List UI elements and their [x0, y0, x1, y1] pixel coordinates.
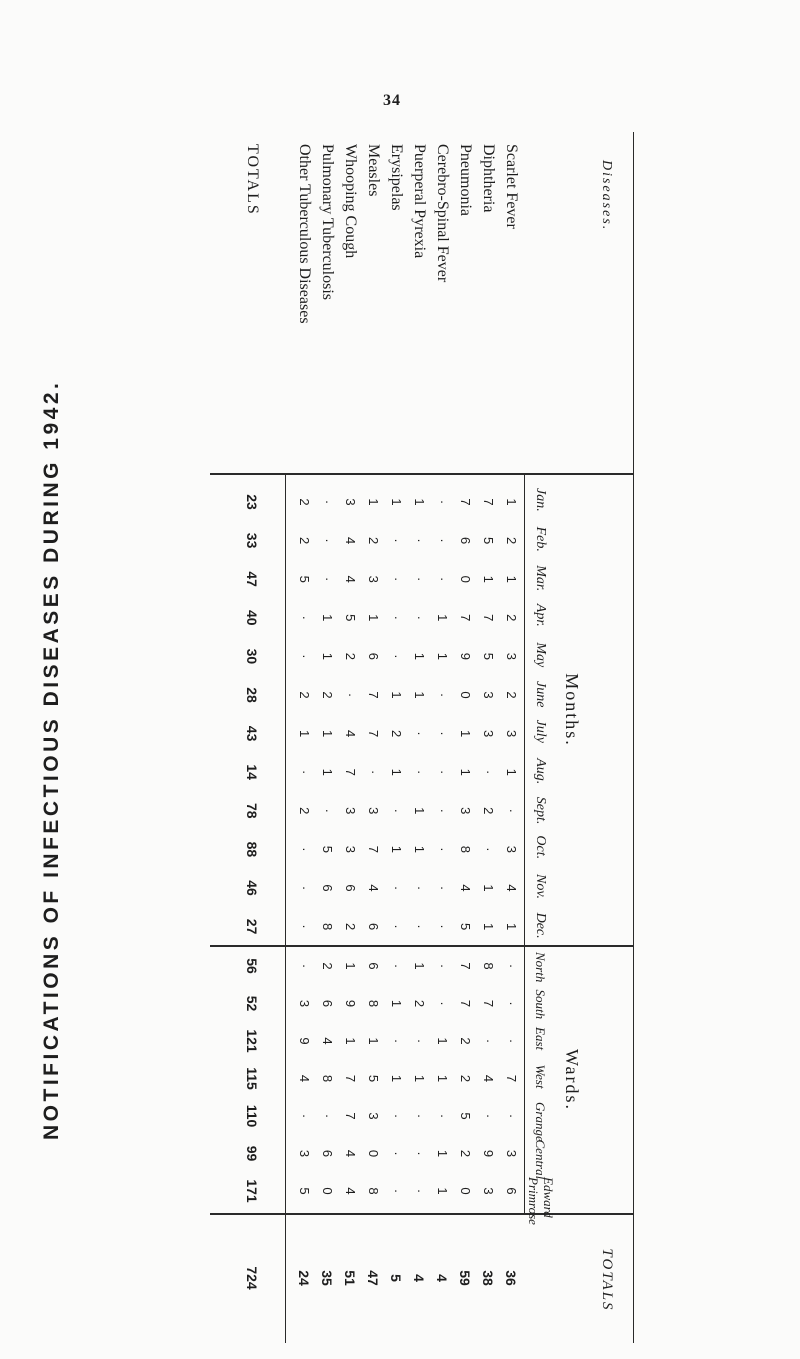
- month-cell: ·: [412, 615, 427, 620]
- month-cell: 1: [504, 768, 519, 776]
- ward-cell: 3: [481, 1187, 496, 1195]
- ward-cell: 0: [320, 1187, 335, 1195]
- ward-cell: 6: [320, 1149, 335, 1158]
- ward-total: 171: [244, 1179, 260, 1203]
- disease-label: Scarlet Fever: [503, 144, 520, 229]
- month-cell: ·: [435, 499, 450, 505]
- ward-cell: 7: [458, 962, 473, 970]
- month-cell: ·: [389, 615, 404, 620]
- month-cell: ·: [297, 770, 312, 775]
- month-total: 33: [244, 532, 260, 549]
- month-cell: 1: [412, 807, 427, 815]
- month-total: 28: [244, 687, 260, 703]
- month-header: Apr.: [533, 603, 548, 627]
- month-header: May: [533, 642, 548, 668]
- ward-cell: ·: [504, 1113, 519, 1119]
- month-cell: 2: [343, 922, 358, 931]
- ward-total: 110: [244, 1104, 260, 1128]
- month-cell: 3: [504, 652, 519, 660]
- month-cell: 7: [458, 498, 473, 506]
- month-cell: 3: [366, 807, 381, 815]
- month-total: 14: [244, 764, 260, 780]
- month-header: Aug.: [533, 758, 548, 785]
- month-cell: ·: [435, 885, 450, 891]
- ward-cell: ·: [297, 963, 312, 969]
- month-header: Nov.: [533, 874, 548, 900]
- ward-cell: ·: [481, 1038, 496, 1044]
- month-cell: ·: [481, 770, 496, 775]
- ward-cell: 6: [504, 1187, 519, 1195]
- ward-cell: 8: [481, 962, 496, 970]
- ward-cell: 9: [343, 999, 358, 1008]
- disease-label: Whooping Cough: [342, 144, 359, 259]
- month-cell: ·: [297, 615, 312, 620]
- ward-cell: 3: [297, 999, 312, 1008]
- month-cell: 1: [458, 729, 473, 738]
- month-cell: 3: [343, 807, 358, 815]
- ward-cell: 8: [366, 999, 381, 1008]
- month-cell: 3: [343, 498, 358, 506]
- month-cell: 1: [435, 614, 450, 622]
- ward-cell: 4: [343, 1187, 358, 1195]
- month-cell: ·: [435, 847, 450, 852]
- month-cell: ·: [389, 577, 404, 582]
- month-cell: ·: [435, 808, 450, 813]
- month-cell: 3: [458, 807, 473, 815]
- ward-cell: 3: [297, 1149, 312, 1158]
- month-cell: 5: [481, 536, 496, 545]
- month-header: Mar.: [533, 565, 548, 592]
- ward-cell: ·: [389, 1113, 404, 1119]
- ward-cell: 5: [297, 1187, 312, 1195]
- month-header: July: [533, 719, 548, 743]
- ward-cell: 1: [366, 1037, 381, 1045]
- ward-cell: ·: [481, 1113, 496, 1119]
- ward-cell: 4: [481, 1074, 496, 1083]
- ward-cell: 7: [458, 999, 473, 1008]
- row-total: 38: [480, 1270, 496, 1286]
- month-total: 88: [244, 841, 260, 858]
- month-cell: ·: [412, 731, 427, 736]
- disease-label: Pneumonia: [457, 144, 474, 216]
- month-cell: 6: [320, 884, 335, 892]
- ward-total: 52: [244, 995, 260, 1012]
- ward-header: East: [533, 1027, 548, 1051]
- month-cell: 6: [343, 884, 358, 892]
- ward-cell: ·: [412, 1038, 427, 1044]
- row-total: 36: [503, 1270, 519, 1286]
- month-cell: 8: [320, 922, 335, 931]
- month-cell: 2: [320, 691, 335, 699]
- ward-cell: 7: [481, 999, 496, 1008]
- disease-label: Erysipelas: [388, 144, 405, 211]
- ward-cell: ·: [435, 1113, 450, 1119]
- month-header: Dec.: [533, 912, 548, 939]
- ward-cell: 2: [412, 999, 427, 1008]
- ward-cell: 1: [389, 1074, 404, 1083]
- month-cell: 0: [458, 575, 473, 583]
- month-cell: ·: [435, 692, 450, 698]
- month-cell: ·: [297, 847, 312, 852]
- ward-cell: 7: [343, 1074, 358, 1083]
- month-cell: 3: [504, 845, 519, 853]
- side-title: NOTIFICATIONS OF INFECTIOUS DISEASES DURING 1942.: [40, 379, 63, 1140]
- row-total: 24: [296, 1270, 312, 1286]
- ward-cell: 4: [343, 1149, 358, 1158]
- ward-cell: 8: [320, 1074, 335, 1083]
- month-cell: 1: [435, 652, 450, 660]
- totals-row-label: TOTALS: [244, 144, 261, 216]
- row-total: 47: [365, 1270, 381, 1286]
- ward-cell: ·: [320, 1113, 335, 1119]
- month-total: 47: [244, 571, 260, 587]
- month-cell: 7: [458, 614, 473, 622]
- ward-cell: 5: [458, 1112, 473, 1120]
- ward-cell: 6: [366, 962, 381, 970]
- month-total: 40: [244, 610, 260, 626]
- month-cell: ·: [297, 654, 312, 659]
- month-cell: 7: [366, 729, 381, 738]
- month-cell: 1: [389, 691, 404, 699]
- ward-cell: 2: [458, 1037, 473, 1045]
- month-cell: 4: [366, 884, 381, 892]
- month-cell: 2: [504, 691, 519, 699]
- ward-cell: ·: [435, 963, 450, 969]
- month-header: Oct.: [533, 835, 548, 860]
- month-cell: ·: [435, 538, 450, 543]
- ward-cell: 1: [435, 1037, 450, 1045]
- month-cell: ·: [320, 499, 335, 505]
- month-cell: 8: [458, 845, 473, 853]
- ward-cell: 8: [366, 1187, 381, 1195]
- month-cell: 1: [504, 498, 519, 506]
- month-cell: 0: [458, 691, 473, 699]
- month-cell: 5: [343, 614, 358, 622]
- month-cell: 1: [504, 922, 519, 931]
- table-top-rule: [633, 132, 634, 1343]
- month-cell: ·: [389, 885, 404, 891]
- ward-cell: 2: [458, 1149, 473, 1158]
- month-cell: ·: [320, 577, 335, 582]
- ward-cell: ·: [504, 1038, 519, 1044]
- disease-label: Other Tuberculous Diseases: [296, 144, 313, 324]
- ward-header: North: [533, 952, 548, 983]
- ward-cell: ·: [297, 1113, 312, 1119]
- month-cell: 7: [481, 614, 496, 622]
- grand-total: 724: [244, 1266, 260, 1290]
- month-cell: 7: [366, 691, 381, 699]
- row-total: 4: [411, 1274, 427, 1282]
- month-cell: 1: [412, 845, 427, 853]
- month-cell: 5: [297, 575, 312, 583]
- month-cell: 4: [343, 729, 358, 738]
- ward-cell: ·: [389, 1038, 404, 1044]
- month-cell: 5: [320, 845, 335, 853]
- row-header: Diseases.: [599, 160, 614, 232]
- month-cell: 1: [320, 614, 335, 622]
- ward-cell: 3: [366, 1112, 381, 1120]
- month-cell: 2: [366, 536, 381, 545]
- ward-cell: 3: [504, 1149, 519, 1158]
- ward-cell: 1: [435, 1187, 450, 1195]
- month-total: 46: [244, 880, 260, 896]
- ward-total: 121: [244, 1029, 260, 1053]
- wards-label: Wards.: [562, 1048, 582, 1112]
- month-cell: 1: [412, 691, 427, 699]
- disease-table: [210, 132, 634, 1343]
- month-cell: 1: [389, 498, 404, 506]
- ward-cell: 2: [458, 1074, 473, 1083]
- month-total: 78: [244, 803, 260, 819]
- month-total: 23: [244, 494, 260, 510]
- month-cell: 5: [481, 652, 496, 660]
- month-cell: 2: [504, 536, 519, 545]
- month-cell: ·: [481, 847, 496, 852]
- month-cell: ·: [366, 770, 381, 775]
- month-cell: ·: [389, 808, 404, 813]
- month-cell: 4: [504, 884, 519, 892]
- disease-label: Diphtheria: [480, 144, 497, 213]
- month-cell: 1: [458, 768, 473, 776]
- month-cell: 3: [366, 575, 381, 583]
- month-cell: 1: [320, 652, 335, 660]
- totals-row-rule: [285, 475, 286, 1343]
- months-label: Months.: [562, 673, 582, 747]
- month-cell: 1: [481, 922, 496, 931]
- ward-header: Edward Primrose: [526, 1177, 556, 1225]
- row-total: 4: [434, 1274, 450, 1282]
- ward-cell: ·: [504, 963, 519, 969]
- month-cell: ·: [389, 924, 404, 929]
- month-cell: 1: [389, 845, 404, 853]
- month-cell: 4: [343, 575, 358, 583]
- disease-label: Puerperal Pyrexia: [411, 144, 428, 259]
- ward-cell: ·: [389, 1151, 404, 1156]
- month-header: Jan.: [533, 488, 548, 512]
- ward-cell: 0: [366, 1149, 381, 1158]
- month-cell: ·: [297, 924, 312, 929]
- month-cell: ·: [504, 808, 519, 813]
- month-cell: 6: [366, 922, 381, 931]
- month-cell: ·: [435, 770, 450, 775]
- month-cell: 2: [297, 807, 312, 815]
- ward-cell: 0: [458, 1187, 473, 1195]
- month-total: 30: [244, 648, 260, 665]
- row-total: 5: [388, 1274, 404, 1282]
- ward-cell: ·: [412, 1188, 427, 1194]
- month-header: Sept.: [533, 796, 548, 825]
- ward-header: Grange: [533, 1102, 548, 1142]
- month-cell: 1: [481, 575, 496, 583]
- month-cell: 1: [366, 498, 381, 506]
- ward-cell: 1: [343, 962, 358, 970]
- month-cell: ·: [343, 692, 358, 698]
- month-cell: 4: [343, 536, 358, 545]
- month-total: 27: [244, 918, 260, 935]
- month-cell: ·: [412, 577, 427, 582]
- ward-total: 99: [244, 1145, 260, 1162]
- month-cell: ·: [389, 538, 404, 543]
- ward-cell: 1: [343, 1037, 358, 1045]
- month-cell: ·: [320, 808, 335, 813]
- ward-cell: ·: [435, 1001, 450, 1006]
- month-cell: 6: [366, 652, 381, 660]
- row-total: 35: [319, 1270, 335, 1286]
- month-cell: 2: [297, 536, 312, 545]
- disease-label: Pulmonary Tuberculosis: [319, 144, 336, 301]
- month-cell: 1: [412, 498, 427, 506]
- ward-header: South: [533, 989, 548, 1020]
- month-cell: 3: [481, 729, 496, 738]
- ward-cell: 2: [320, 962, 335, 970]
- ward-cell: ·: [412, 1151, 427, 1156]
- ward-cell: 1: [435, 1149, 450, 1158]
- ward-cell: 5: [366, 1074, 381, 1083]
- month-cell: ·: [435, 577, 450, 582]
- ward-cell: 4: [297, 1074, 312, 1083]
- disease-label: Measles: [365, 144, 382, 197]
- header-rule: [524, 475, 525, 1213]
- month-cell: ·: [435, 731, 450, 736]
- disease-label: Cerebro-Spinal Fever: [434, 144, 451, 283]
- month-cell: 7: [343, 768, 358, 776]
- month-header: June: [533, 681, 548, 708]
- month-cell: 1: [320, 729, 335, 738]
- ward-cell: ·: [412, 1113, 427, 1119]
- ward-cell: 4: [320, 1037, 335, 1045]
- month-total: 43: [244, 725, 260, 742]
- ward-header: Central: [533, 1139, 548, 1180]
- month-cell: ·: [412, 924, 427, 929]
- month-cell: ·: [320, 538, 335, 543]
- month-cell: ·: [412, 538, 427, 543]
- month-cell: 2: [297, 498, 312, 506]
- month-cell: 2: [504, 614, 519, 622]
- month-cell: 7: [366, 845, 381, 853]
- month-cell: 1: [504, 575, 519, 583]
- month-cell: 1: [389, 768, 404, 776]
- ward-cell: ·: [389, 1188, 404, 1194]
- month-cell: 3: [481, 691, 496, 699]
- month-cell: 7: [481, 498, 496, 506]
- month-cell: 1: [481, 884, 496, 892]
- month-cell: 2: [297, 691, 312, 699]
- month-cell: 3: [343, 845, 358, 853]
- month-cell: 2: [481, 807, 496, 815]
- month-cell: 3: [504, 729, 519, 738]
- month-cell: 1: [412, 652, 427, 660]
- month-cell: ·: [435, 924, 450, 929]
- page-number: 34: [383, 92, 401, 109]
- month-cell: 2: [343, 652, 358, 660]
- ward-cell: ·: [504, 1001, 519, 1006]
- ward-cell: ·: [389, 963, 404, 969]
- row-total: 51: [342, 1270, 358, 1286]
- ward-cell: 1: [412, 1074, 427, 1083]
- month-cell: 6: [458, 536, 473, 545]
- totals-column-rule: [210, 1213, 634, 1215]
- ward-header: West: [533, 1064, 548, 1089]
- month-cell: ·: [389, 654, 404, 659]
- month-cell: 1: [297, 729, 312, 738]
- ward-cell: 7: [343, 1112, 358, 1120]
- month-cell: 1: [366, 614, 381, 622]
- ward-cell: 1: [412, 962, 427, 970]
- ward-cell: 1: [389, 999, 404, 1008]
- ward-cell: 1: [435, 1074, 450, 1083]
- ward-total: 115: [244, 1067, 260, 1090]
- totals-label: TOTALS: [599, 1248, 615, 1312]
- month-header: Feb.: [533, 526, 548, 552]
- month-cell: ·: [297, 885, 312, 891]
- month-cell: ·: [412, 885, 427, 891]
- month-cell: 4: [458, 884, 473, 892]
- ward-cell: 9: [481, 1149, 496, 1158]
- ward-total: 56: [244, 958, 260, 974]
- month-cell: 9: [458, 652, 473, 660]
- ward-cell: 7: [504, 1074, 519, 1083]
- row-total: 59: [457, 1270, 473, 1286]
- month-cell: ·: [412, 770, 427, 775]
- month-cell: 5: [458, 922, 473, 931]
- ward-cell: 9: [297, 1037, 312, 1045]
- month-cell: 1: [320, 768, 335, 776]
- ward-cell: 6: [320, 999, 335, 1008]
- month-cell: 2: [389, 729, 404, 738]
